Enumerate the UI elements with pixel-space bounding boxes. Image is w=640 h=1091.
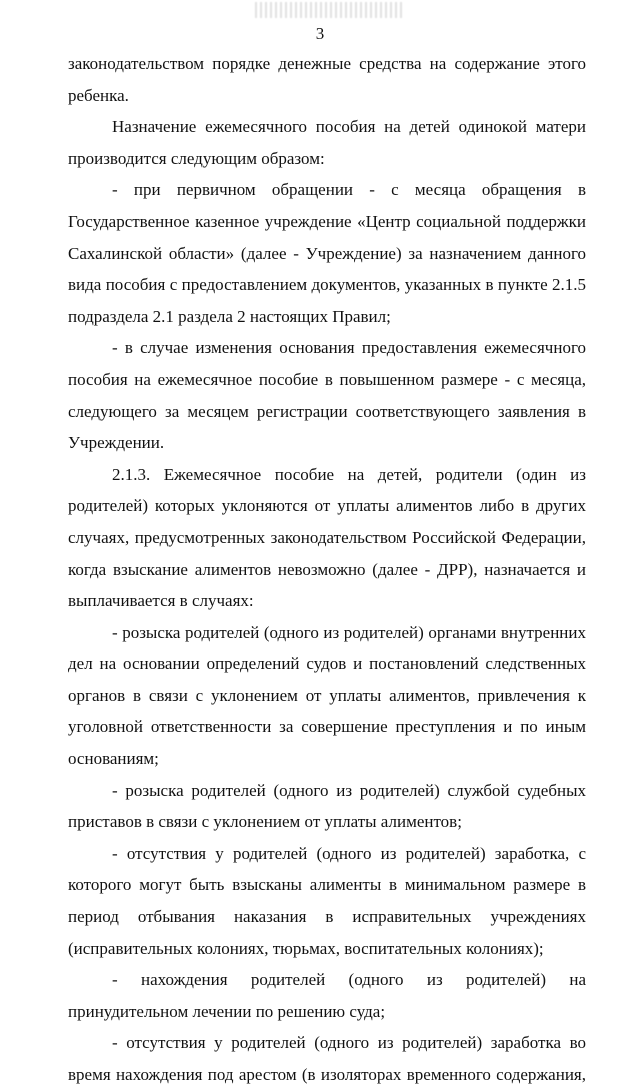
paragraph-6: - розыска родителей (одного из родителей) органами внутренних дел на основании определений судов и постановлений следственных органов в связи с уклонением от уплаты алиментов, привлечения к уголовной ответственности за совершение преступления и по иным основаниям;: [68, 622, 586, 769]
paragraph-4: - в случае изменения основания предоставления ежемесячного пособия на ежемесячное пособие в повышенном размере - с месяца, следующего за месяцем регистрации соответствующего заявления в Учреждении.: [68, 338, 586, 453]
paragraph-5: 2.1.3. Ежемесячное пособие на детей, родители (один из родителей) которых уклоняются от уплаты алиментов либо в других случаях, предусмотренных законодательством Российской Федерации, когда взыскание алиментов невозможно (далее - ДРР), назначается и выплачивается в случаях:: [68, 464, 586, 611]
paragraph-3: - при первичном обращении - с месяца обращения в Государственное казенное учреждение «Центр социальной поддержки Сахалинской области» (далее - Учреждение) за назначением данного вида пособия с предоставлением документов, указанных в пункте 2.1.5 подраздела 2.1 раздела 2 настоящих Правил;: [68, 180, 586, 326]
paragraph-8: - отсутствия у родителей (одного из родителей) заработка, с которого могут быть взысканы алименты в минимальном размере в период отбывания наказания в исправительных учреждениях (исправительных колониях, тюрьмах, воспитательных колониях);: [68, 843, 586, 958]
page-number: 3: [315, 24, 325, 43]
paragraph-2: Назначение ежемесячного пособия на детей одинокой матери производится следующим образом:: [68, 117, 586, 168]
paragraph-10: - отсутствия у родителей (одного из родителей) заработка во время нахождения под арестом (в изоляторах временного содержания,: [68, 1033, 586, 1084]
scan-artifact: [255, 2, 405, 18]
paragraph-1: законодательством порядке денежные средства на содержание этого ребенка.: [68, 54, 586, 105]
document-body: [68, 48, 586, 1091]
paragraph-9: - нахождения родителей (одного из родителей) на принудительном лечении по решению суда;: [68, 970, 586, 1021]
paragraph-7: - розыска родителей (одного из родителей) службой судебных приставов в связи с уклонением от уплаты алиментов;: [68, 780, 586, 832]
